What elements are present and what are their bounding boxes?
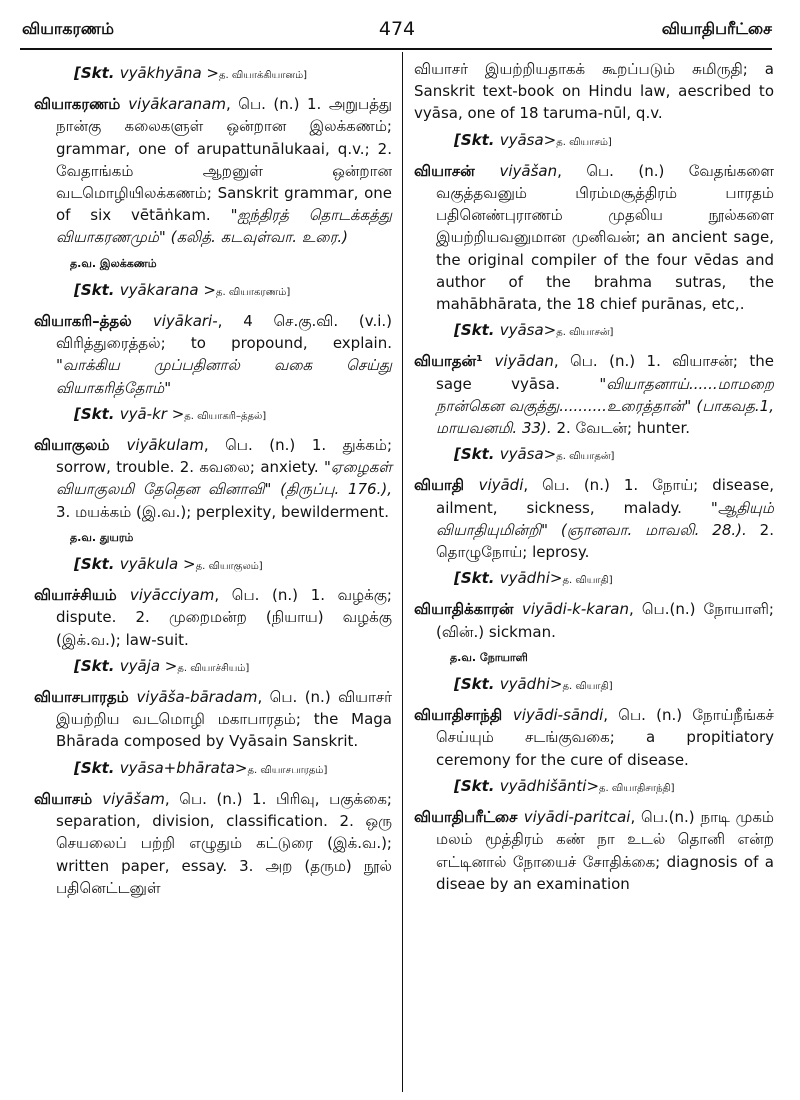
citation: "ஏழைகள் வியாகுலமி தேதென வினாவி" (திருப்பு. 176.), xyxy=(56,458,392,499)
transliteration: viyādi-k-karan xyxy=(521,600,629,619)
definition: , பெ. (n.) 1. பிரிவு, பகுக்கை; separation, division, classification. 2. ஒரு செயலைப் பற்றி எழுதும் கட்டுரை (இக்.வ.); written paper, essay. 3. அற (தரும) நூல் பதினெட்டனுள் xyxy=(56,789,392,897)
definition: , பெ. (n.) 1. வியாசன்; the sage vyāsa. xyxy=(436,352,775,393)
etymology: [Skt. vyāsa>த. வியாசம்] xyxy=(454,130,612,149)
left-column xyxy=(34,58,392,901)
transliteration: viyāša-bāradam xyxy=(136,688,258,707)
etymology: [Skt. vyādhi>த. வியாதி] xyxy=(454,675,613,694)
headword: வியாதிசாந்தி xyxy=(414,706,513,725)
definition: , பெ. (n.) 1. நோய்; disease, ailment, sickness, malady. xyxy=(436,476,775,517)
definition: , பெ.(n.) நாடி முகம் மலம் மூத்திரம் கண் நா உடல் தொனி என்ற எட்டினால் நோயைச் சோதிக்கை; diagnosis of a diseae by an examination xyxy=(436,808,774,893)
etymology: [Skt. vyāsa>த. வியாதன்] xyxy=(454,445,615,464)
transliteration: viyādi-paritcai xyxy=(523,808,631,827)
dictionary-entry xyxy=(414,160,774,315)
dictionary-entry xyxy=(34,434,392,523)
transliteration: viyādi xyxy=(478,476,524,495)
transliteration: viyākulam xyxy=(126,436,204,455)
headword: வியாகுலம் xyxy=(34,436,127,455)
headword: வியாதன்¹ xyxy=(414,352,495,371)
dictionary-entry xyxy=(34,93,392,248)
left-running-headword: வியாகரணம் xyxy=(22,18,115,38)
headword: வியாதிபரீட்சை xyxy=(414,808,524,827)
citation: "வாக்கிய முப்பதினால் வகை செய்து வியாகரித்தோம்" xyxy=(56,356,392,397)
right-running-headword: வியாதிபரீட்சை xyxy=(661,18,772,38)
dictionary-entry xyxy=(34,686,392,753)
transliteration: viyākari- xyxy=(152,312,218,331)
transliteration: viyāšam xyxy=(102,789,165,808)
headword: வியாகரணம் xyxy=(34,95,129,114)
definition: , பெ. (n.) 1. வழக்கு; dispute. 2. முறைமன்ற (நியாய) வழக்கு (இக்.வ.); law-suit. xyxy=(56,586,392,649)
dictionary-entry xyxy=(414,598,774,642)
etymology: [Skt. vyādhi>த. வியாதி] xyxy=(454,569,613,588)
definition: , 4 செ.கு.வி. (v.i.) விரித்துரைத்தல்; to propound, explain. xyxy=(56,312,393,353)
headword: வியாதிக்காரன் xyxy=(414,600,522,619)
transliteration: viyādi-sāndi xyxy=(512,706,604,725)
etymology: [Skt. vyāsa>த. வியாசன்] xyxy=(454,321,614,340)
definition: , பெ.(n.) நோயாளி; (வின்.) sickman. xyxy=(436,600,774,641)
right-column xyxy=(414,58,774,897)
dictionary-entry xyxy=(34,310,392,399)
etymology: [Skt. vyāja >த. வியாச்சியம்] xyxy=(74,656,250,675)
transliteration: viyākaranam xyxy=(128,95,226,114)
headword: வியாகரி–த்தல் xyxy=(34,312,153,331)
dictionary-entry xyxy=(34,788,392,899)
dictionary-entry-continued: வியாசர் இயற்றியதாகக் கூறப்படும் சுமிருதி; a Sanskrit text-book on Hindu law, aescribed to vyāsa, one of 18 taruma-nūl, q.v. xyxy=(414,60,774,123)
dictionary-entry xyxy=(414,806,774,895)
dictionary-entry xyxy=(414,474,774,563)
page-number: 474 xyxy=(378,18,416,40)
definition-continued: 3. மயக்கம் (இ.வ.); perplexity, bewilderment. xyxy=(56,502,389,521)
headword: வியாசம் xyxy=(34,789,103,808)
definition-continued: 2. வேடன்; hunter. xyxy=(551,419,691,438)
definition-continued: 2. தொழுநோய்; leprosy. xyxy=(436,520,774,562)
definition: , பெ. (n.) நோய்நீங்கச் செய்யும் சடங்குவகை; a propitiatory ceremony for the cure of disease. xyxy=(436,706,774,769)
etymology: [Skt. vyādhišānti>த. வியாதிசாந்தி] xyxy=(454,776,675,795)
transliteration: viyādan xyxy=(494,352,554,371)
etymology: [Skt. vyā-kr >த. வியாகரி–த்தல்] xyxy=(74,404,267,423)
headword: வியாசபாரதம் xyxy=(34,688,137,707)
etymology: [Skt. vyāsa+bhārata>த. வியாசபாரதம்] xyxy=(74,758,328,777)
headword: வியாதி xyxy=(414,476,479,495)
etymology: [Skt. vyākula >த. வியாகுலம்] xyxy=(74,555,263,574)
etymology: [Skt. vyākhyāna >த. வியாக்கியானம்] xyxy=(74,64,308,82)
column-divider xyxy=(402,52,403,1092)
dictionary-entry xyxy=(34,584,392,651)
headword: வியாசன் xyxy=(414,161,500,180)
header-rule xyxy=(20,48,772,50)
citation: "ஐந்திரத் தொடக்கத்து வியாகரணமும்" (கலித். கடவுள்வா. உரை.) xyxy=(56,206,392,247)
transliteration: viyācciyam xyxy=(129,586,215,605)
etymology: [Skt. vyākarana >த. வியாகரணம்] xyxy=(74,280,291,299)
definition: , பெ. (n.) வியாசர் இயற்றிய வடமொழி மகாபாரதம்; the Maga Bhārada composed by Vyāsain Sanskrit. xyxy=(56,688,393,751)
headword: வியாச்சியம் xyxy=(34,586,130,605)
citation: "வியாதனாய்......மாமறை நான்கென வகுத்து..........உரைத்தான்" (பாகவத.1, மாயவனமி. 33). xyxy=(436,374,774,438)
dictionary-entry xyxy=(414,704,774,771)
citation: "ஆதியும் வியாதியுமின்றி" (ஞானவா. மாவலி. 28.). xyxy=(436,498,774,539)
page-header xyxy=(22,12,772,46)
definition: , பெ. (n.) 1. அறுபத்து நான்கு கலைகளுள் ஒன்றான இலக்கணம்; grammar, one of arupattunālukaai, q.v.; 2. வேதாங்கம் ஆறனுள் ஒன்றான வடமொழியிலக்கணம்; Sanskrit grammar, one of six vētāṅkam. xyxy=(56,95,392,225)
tamil-equivalent: த.வ. நோயாளி xyxy=(450,650,528,664)
tamil-equivalent: த.வ. இலக்கணம் xyxy=(70,256,157,270)
definition: , பெ. (n.) வேதங்களை வகுத்தவனும் பிரம்மசூத்திரம் பாரதம் பதினெண்புராணம் முதலிய நூல்களை இயற்றியவனுமான முனிவன்; an ancient sage, the original compiler of the four vēdas and author of the brahma sutras, the mahābhārata, the 18 chief purānas, etc,. xyxy=(436,161,774,314)
transliteration: viyāšan xyxy=(499,161,558,180)
tamil-equivalent: த.வ. துயரம் xyxy=(70,530,134,544)
definition: , பெ. (n.) 1. துக்கம்; sorrow, trouble. 2. கவலை; anxiety. xyxy=(56,436,392,477)
dictionary-entry xyxy=(414,350,774,439)
